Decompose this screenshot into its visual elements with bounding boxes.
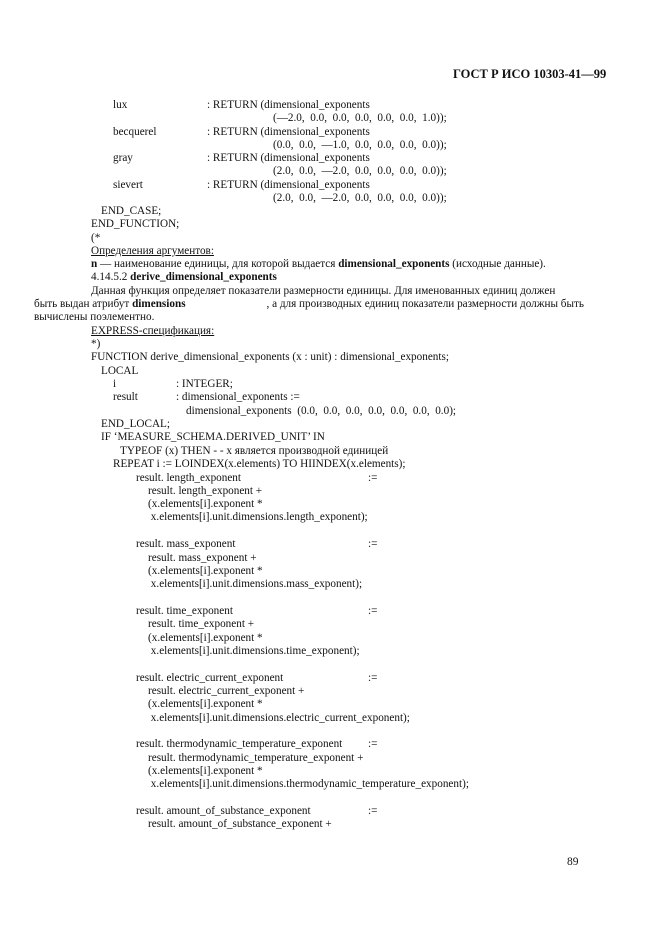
assign-expr: (x.elements[i].exponent *	[148, 698, 263, 710]
assign-expr: (x.elements[i].exponent *	[148, 498, 263, 510]
arg-type: dimensional_exponents	[338, 258, 450, 270]
local-keyword: LOCAL	[101, 365, 139, 377]
case-return: : RETURN (dimensional_exponents	[207, 126, 370, 138]
typeof-statement: TYPEOF (x) THEN - - x является производной единицей	[120, 445, 389, 457]
function-declaration: FUNCTION derive_dimensional_exponents (x : unit) : dimensional_exponents;	[91, 351, 449, 363]
case-name: lux	[113, 99, 128, 111]
assign-expr: x.elements[i].unit.dimensions.mass_exponent);	[148, 578, 363, 590]
para-bold: dimensions	[132, 298, 186, 310]
section-name: derive_dimensional_exponents	[130, 271, 277, 283]
assign-target: result. electric_current_exponent	[136, 672, 284, 684]
para-part: , а для производных единиц показатели размерности должны быть	[266, 298, 584, 310]
section-heading	[91, 271, 277, 284]
assign-expr: result. mass_exponent +	[148, 552, 257, 564]
local-var-type: : INTEGER;	[176, 378, 233, 390]
assign-op: :=	[368, 605, 378, 617]
repeat-statement: REPEAT i := LOINDEX(x.elements) TO HIINDEX(x.elements);	[113, 458, 406, 470]
local-var-name: i	[113, 378, 117, 390]
paragraph-line: Данная функция определяет показатели размерности единицы. Для именованных единиц должен	[91, 285, 556, 297]
arg-desc-end: (исходные данные).	[449, 258, 546, 270]
case-values: (2.0, 0.0, —2.0, 0.0, 0.0, 0.0, 0.0));	[273, 192, 447, 204]
page-number: 89	[567, 856, 579, 868]
local-var-type: : dimensional_exponents :=	[176, 391, 300, 403]
local-var-init: dimensional_exponents (0.0, 0.0, 0.0, 0.0, 0.0, 0.0, 0.0);	[186, 405, 457, 417]
assign-expr: result. thermodynamic_temperature_exponent +	[148, 752, 364, 764]
section-number: 4.14.5.2	[91, 271, 131, 283]
local-var-name: result	[113, 391, 138, 403]
assign-op: :=	[368, 672, 378, 684]
case-values: (0.0, 0.0, —1.0, 0.0, 0.0, 0.0, 0.0));	[273, 139, 447, 151]
paragraph-line: вычислены поэлементно.	[34, 311, 155, 323]
case-name: gray	[113, 152, 133, 164]
assign-expr: x.elements[i].unit.dimensions.time_exponent);	[148, 645, 360, 657]
paragraph-line	[34, 298, 584, 311]
case-values: (2.0, 0.0, —2.0, 0.0, 0.0, 0.0, 0.0));	[273, 165, 447, 177]
comment-close: *)	[91, 338, 101, 350]
case-return: : RETURN (dimensional_exponents	[207, 152, 370, 164]
assign-expr: (x.elements[i].exponent *	[148, 765, 263, 777]
assign-target: result. length_exponent	[136, 472, 242, 484]
assign-expr: result. time_exponent +	[148, 618, 255, 630]
case-name: sievert	[113, 179, 143, 191]
assign-target: result. thermodynamic_temperature_exponent	[136, 738, 343, 750]
express-title: EXPRESS-спецификация:	[91, 325, 215, 337]
arg-defs-title: Определения аргументов:	[91, 245, 214, 257]
if-statement: IF ‘MEASURE_SCHEMA.DERIVED_UNIT’ IN	[101, 431, 325, 443]
assign-op: :=	[368, 538, 378, 550]
assign-expr: result. length_exponent +	[148, 485, 263, 497]
assign-op: :=	[368, 472, 378, 484]
assign-expr: result. amount_of_substance_exponent +	[148, 818, 332, 830]
case-values: (—2.0, 0.0, 0.0, 0.0, 0.0, 0.0, 1.0));	[273, 112, 447, 124]
assign-target: result. time_exponent	[136, 605, 233, 617]
assign-op: :=	[368, 805, 378, 817]
assign-expr: (x.elements[i].exponent *	[148, 632, 263, 644]
end-local: END_LOCAL;	[101, 418, 170, 430]
assign-expr: x.elements[i].unit.dimensions.electric_current_exponent);	[148, 712, 410, 724]
arg-name: n	[91, 258, 98, 270]
case-return: : RETURN (dimensional_exponents	[207, 99, 370, 111]
comment-open: (*	[91, 232, 101, 244]
assign-target: result. mass_exponent	[136, 538, 236, 550]
assign-target: result. amount_of_substance_exponent	[136, 805, 311, 817]
assign-op: :=	[368, 738, 378, 750]
arg-desc: — наименование единицы, для которой выдается	[97, 258, 339, 270]
assign-expr: x.elements[i].unit.dimensions.length_exponent);	[148, 511, 368, 523]
case-name: becquerel	[113, 126, 157, 138]
page-header: ГОСТ Р ИСО 10303-41—99	[453, 67, 607, 81]
end-function: END_FUNCTION;	[91, 218, 180, 230]
arg-definition	[91, 258, 546, 271]
end-case: END_CASE;	[101, 205, 162, 217]
para-part: быть выдан атрибут	[34, 298, 133, 310]
assign-expr: (x.elements[i].exponent *	[148, 565, 263, 577]
assign-expr: x.elements[i].unit.dimensions.thermodynamic_temperature_exponent);	[148, 778, 469, 790]
assign-expr: result. electric_current_exponent +	[148, 685, 305, 697]
case-return: : RETURN (dimensional_exponents	[207, 179, 370, 191]
